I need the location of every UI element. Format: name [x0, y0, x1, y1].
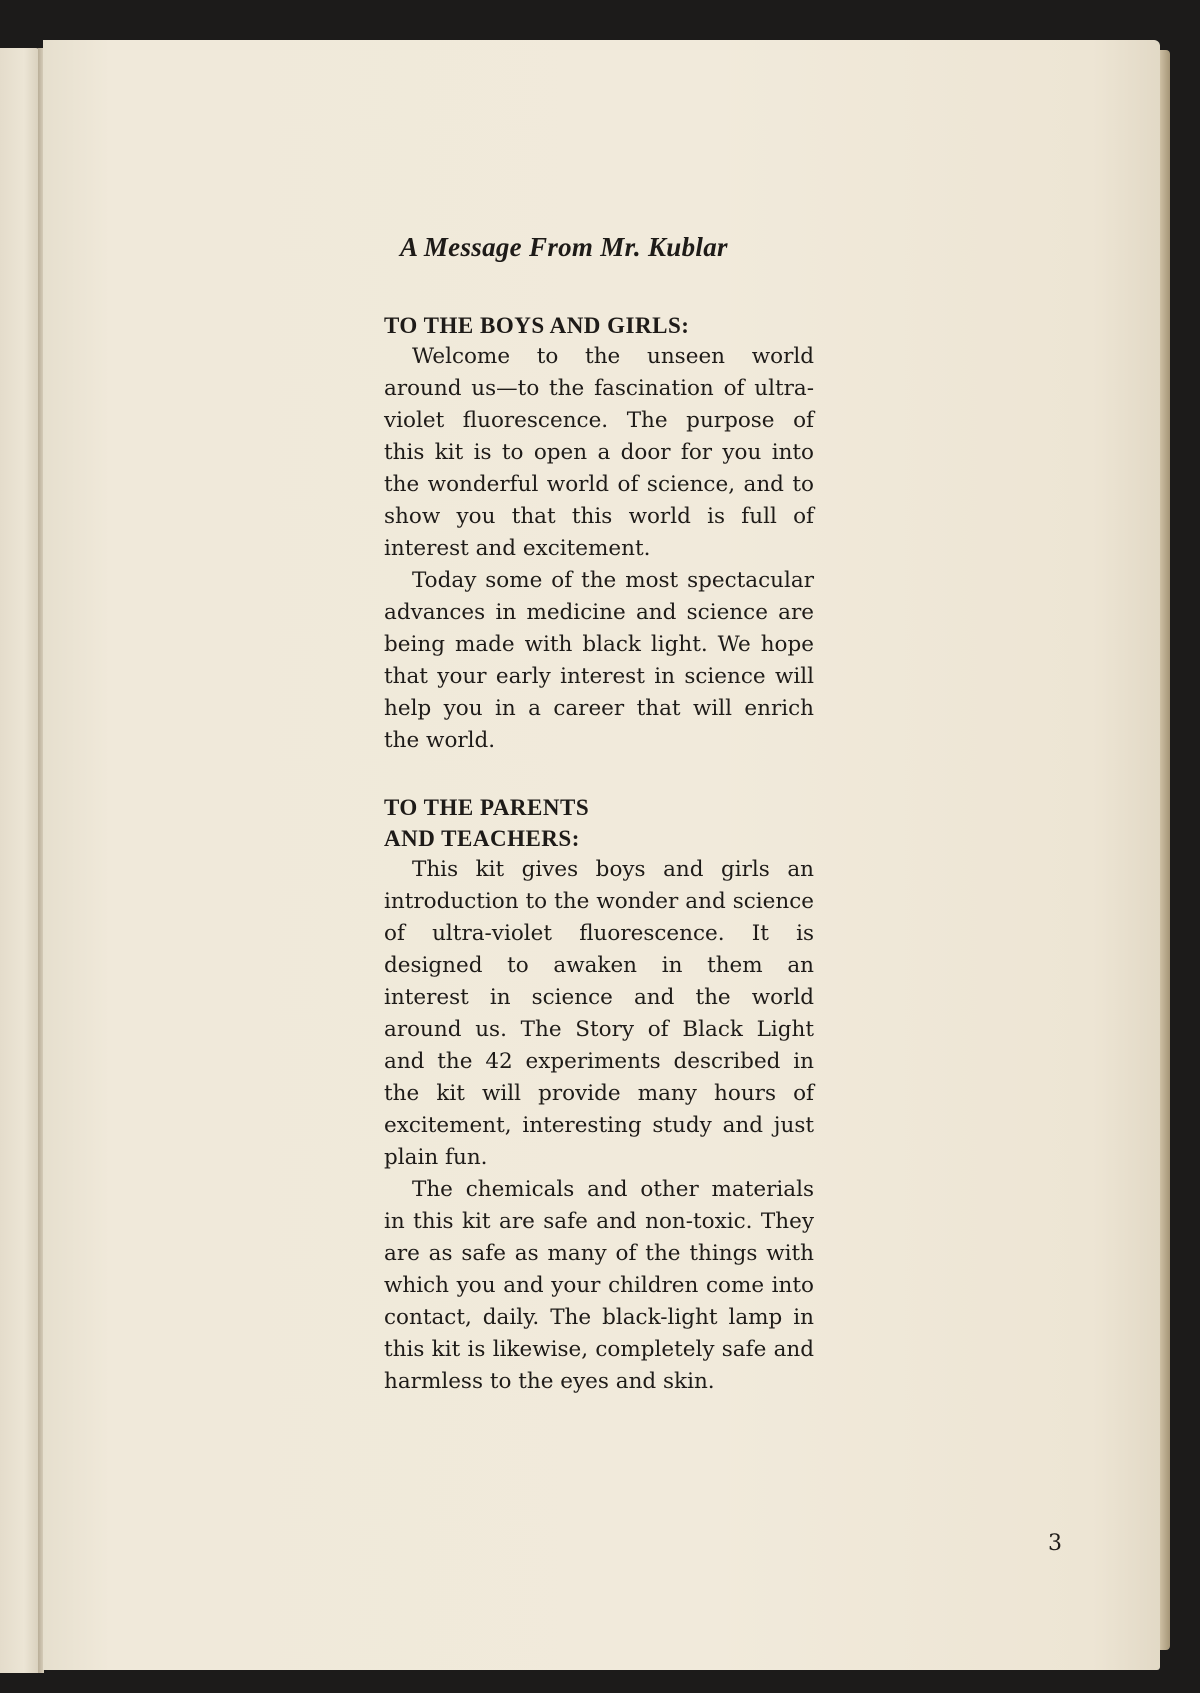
section-heading — [384, 792, 814, 854]
page-content — [384, 232, 814, 1398]
section-heading-line: TO THE PARENTS — [384, 795, 590, 820]
page-stack-edge — [1160, 50, 1170, 1650]
paragraph: Today some of the most spectacular advances in medicine and science are being made with black light. We hope that your early interest in science will help you in a career that will enrich the world. — [384, 568, 814, 753]
section-heading — [384, 310, 814, 341]
section-boys-girls — [384, 310, 814, 757]
section-parents-teachers — [384, 792, 814, 1398]
section-heading-line: AND TEACHERS: — [384, 826, 580, 851]
page-title: A Message From Mr. Kublar — [400, 232, 728, 262]
section-heading-line: TO THE BOYS AND GIRLS: — [384, 313, 690, 338]
paragraph: This kit gives boys and girls an introduction to the wonder and science of ultra-violet fluorescence. It is designed to awaken in them an interest in science and the world around us. The Story of Black Light and the 42 experiments described in the kit will provide many hours of excitement, interesting study and just plain fun. — [384, 857, 814, 1170]
paragraph: Welcome to the unseen world around us—to the fascination of ultra-violet fluorescence. The purpose of this kit is to open a door for you into the wonderful world of science, and to show you that this world is full of interest and excitement. — [384, 344, 814, 561]
page-number: 3 — [1048, 1531, 1062, 1556]
left-page-edge — [0, 48, 40, 1673]
paragraph: The chemicals and other materials in this kit are safe and non-toxic. They are as safe as many of the things with which you and your children come into contact, daily. The black-light lamp in this kit is likewise, completely safe and harmless to the eyes and skin. — [384, 1177, 814, 1394]
